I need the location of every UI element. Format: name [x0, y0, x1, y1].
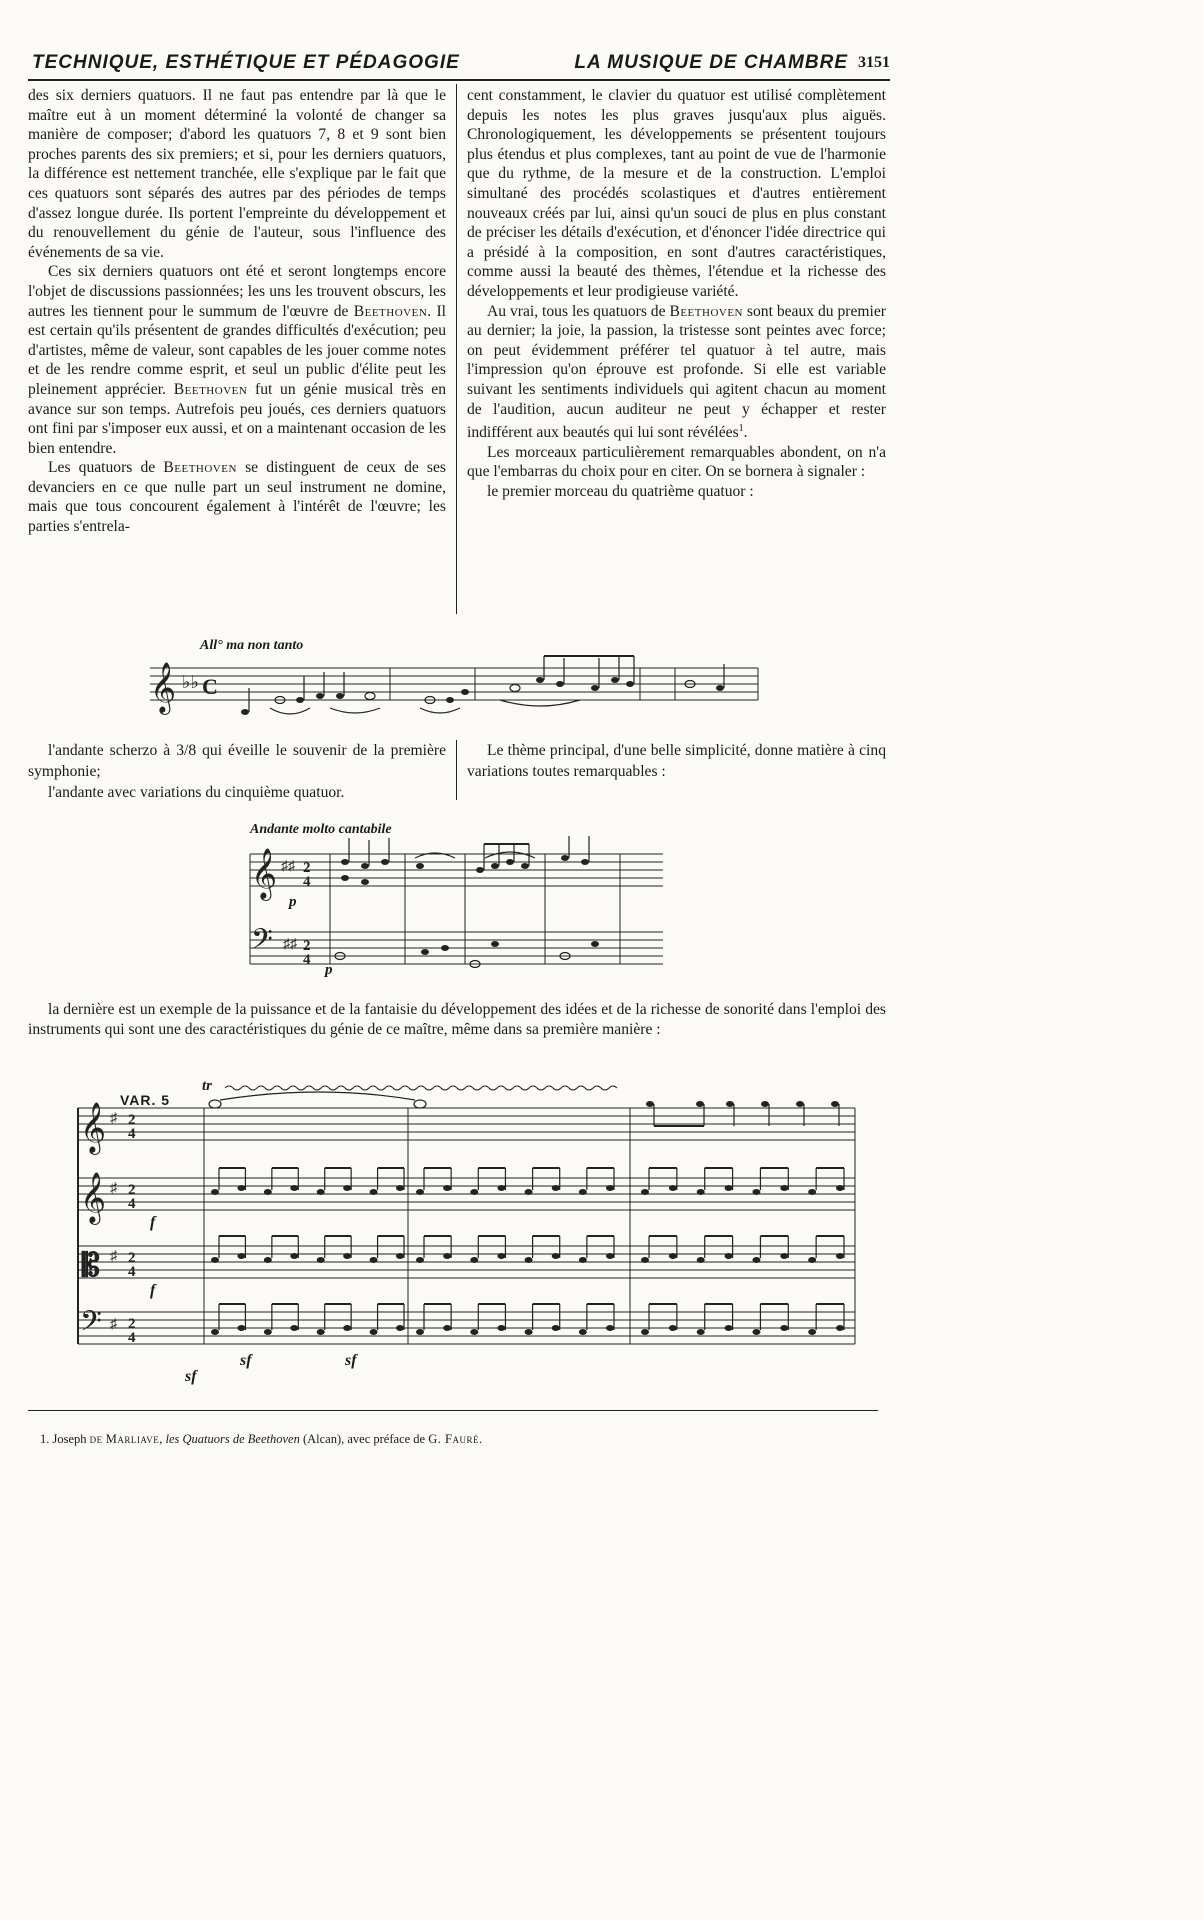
note-head [396, 1253, 404, 1259]
note-head [443, 1325, 451, 1331]
note-head [752, 1189, 760, 1195]
svg-text:𝄞: 𝄞 [150, 662, 177, 713]
note-head [497, 1185, 505, 1191]
note-head [237, 1325, 245, 1331]
note-head [343, 1185, 351, 1191]
left-column [28, 86, 446, 537]
svg-text:♯: ♯ [110, 1317, 117, 1332]
note-head [780, 1253, 788, 1259]
note-head [211, 1257, 219, 1263]
svg-text:𝄢: 𝄢 [80, 1307, 102, 1344]
note-head [808, 1329, 816, 1335]
left-paragraph-3: Les quatuors de Beethoven se distinguent de ceux de ses devanciers en ce que nulle part un seul instrument ne domine, mais que tous concourent également à l'intérêt de l'œuvre; les parties s'entrela- [28, 459, 446, 536]
svg-text:4: 4 [303, 952, 311, 968]
note-head [669, 1185, 677, 1191]
left-paragraph-1: des six derniers quatuors. Il ne faut pas entendre par là que le maître eut à un moment déterminé la volonté de changer sa manière de composer; d'abord les quatuors 7, 8 et 9 sont bien proches parents des six premiers; et si, pour les derniers quatuors, la différence est nettement tranchée, elle s'explique par le fait que ces quatuors sont séparés des autres par des périodes de temps d'assez longue durée. Ils portent l'empreinte du développement et du renouvellement du génie de l'auteur, sous l'influence des événements de sa vie. [28, 87, 446, 261]
note-head [552, 1325, 560, 1331]
note-head [396, 1325, 404, 1331]
note-head [211, 1189, 219, 1195]
header-left: TECHNIQUE, ESTHÉTIQUE ET PÉDAGOGIE [32, 52, 460, 73]
note-head [443, 1185, 451, 1191]
note-head [579, 1189, 587, 1195]
svg-text:𝄞: 𝄞 [80, 1103, 107, 1152]
svg-text:4: 4 [303, 874, 311, 890]
svg-text:𝄢: 𝄢 [251, 925, 273, 962]
dynamic-sf-2: sf [240, 1352, 252, 1369]
note-head [725, 1325, 733, 1331]
right-paragraph-1: cent constamment, le clavier du quatuor est utilisé complètement depuis les notes les plus graves jusqu'aux plus aiguës. Chronologiquement, les développements se présentent toujours plus étendus et plus complexes, tant au point de vue de l'harmonie que du rythme, de la mesure et de la construction. L'emploi simultané des procédés scolastiques et d'autres entièrement nouveaux créés par lui, ainsi qu'un souci de plus en plus constant de préciser les détails d'exécution, et d'énoncer l'idée directrice qui a présidé à la composition, en sont d'autres caractéristiques, comme aussi la beauté des thèmes, l'étendue et la richesse des développements et leur prodigieuse variété. [467, 87, 886, 300]
dynamic-f-violin2: f [150, 1214, 156, 1231]
note-head [290, 1185, 298, 1191]
note-head [697, 1189, 705, 1195]
note-head [470, 1189, 478, 1195]
svg-text:2: 2 [128, 1112, 136, 1128]
note-head [579, 1257, 587, 1263]
header-rule [28, 79, 890, 81]
music-example-1 [140, 638, 760, 728]
note-head [780, 1325, 788, 1331]
note-head [697, 1257, 705, 1263]
column-divider [456, 84, 457, 614]
svg-text:2: 2 [303, 860, 311, 876]
note-head [497, 1253, 505, 1259]
note-head [752, 1329, 760, 1335]
note-head [725, 1185, 733, 1191]
note-head [606, 1325, 614, 1331]
note-head [237, 1253, 245, 1259]
footnote: 1. Joseph de Marliave, les Quatuors de Beethoven (Alcan), avec préface de G. Fauré. [40, 1432, 483, 1446]
svg-text:♭♭: ♭♭ [182, 672, 199, 692]
note-head [370, 1257, 378, 1263]
note-head [343, 1325, 351, 1331]
note-head [780, 1185, 788, 1191]
note-head [525, 1189, 533, 1195]
note-head [317, 1257, 325, 1263]
right-paragraph-2: Au vrai, tous les quatuors de Beethoven sont beaux du premier au dernier; la joie, la passion, la tristesse sont peintes avec force; on peut évidemment préférer tel quatuor à tel autre, mais l'impression qu'on éprouve est profonde. Si elle est variable suivant les sentiments individuels qui agitent chacun au moment de l'audition, aucun auditeur ne peut y échapper et rester indifférent aux beautés qui lui sont révélées$^1$. [467, 302, 886, 442]
note-head [697, 1329, 705, 1335]
note-head [396, 1185, 404, 1191]
note-head [317, 1189, 325, 1195]
svg-text:♯: ♯ [110, 1249, 117, 1264]
grand-staff-2 [245, 822, 665, 982]
note-head [606, 1253, 614, 1259]
music-example-3 [70, 1078, 860, 1398]
dynamic-sf-1: sf [185, 1368, 197, 1385]
note-head [343, 1253, 351, 1259]
note-head [470, 1329, 478, 1335]
header-right: LA MUSIQUE DE CHAMBRE [574, 52, 848, 73]
svg-text:2: 2 [128, 1250, 136, 1266]
note-head [264, 1189, 272, 1195]
svg-text:♯♯: ♯♯ [283, 937, 297, 952]
svg-text:♯: ♯ [110, 1111, 117, 1126]
note-head [669, 1325, 677, 1331]
tempo-marking-2: Andante molto cantabile [250, 822, 392, 837]
note-head [808, 1189, 816, 1195]
music-example-2 [245, 822, 665, 982]
quartet-score [70, 1078, 860, 1398]
note-head [579, 1329, 587, 1335]
note-head [370, 1189, 378, 1195]
note-head [552, 1253, 560, 1259]
dynamic-f-viola: f [150, 1282, 156, 1299]
note-head [641, 1329, 649, 1335]
note-head [290, 1325, 298, 1331]
note-head [525, 1257, 533, 1263]
note-head [525, 1329, 533, 1335]
svg-text:𝄞: 𝄞 [251, 849, 278, 898]
mid-left-text: l'andante scherzo à 3/8 qui éveille le souvenir de la première symphonie; l'andante avec variations du cinquième quatuor. [28, 742, 446, 801]
svg-text:4: 4 [128, 1126, 136, 1142]
note-head [211, 1329, 219, 1335]
svg-text:𝄞: 𝄞 [80, 1173, 107, 1222]
note-head [552, 1185, 560, 1191]
right-paragraph-4: le premier morceau du quatrième quatuor : [487, 483, 754, 501]
dynamic-sf-3: sf [345, 1352, 357, 1369]
dynamic-p-treble: p [289, 894, 297, 910]
note-head [497, 1325, 505, 1331]
note-head [725, 1253, 733, 1259]
left-paragraph-2: Ces six derniers quatuors ont été et seront longtemps encore l'objet de discussions passionnées; les uns les trouvent obscurs, les autres les tiennent pour le summum de l'œuvre de Beethoven. Il est certain qu'ils présentent de grandes difficultés d'exécution; peu d'artistes, même de valeur, sont capables de les jouer comme notes et de les rendre comme esprit, et seul un public d'élite peut les pleinement apprécier. Beethoven fut un génie musical très en avance sur son temps. Autrefois peu joués, ces derniers quatuors ont fini par s'imposer eux aussi, et on a maintenant occasion de les bien entendre. [28, 263, 446, 457]
footnote-rule [28, 1410, 878, 1411]
note-head [416, 1257, 424, 1263]
svg-text:𝄡: 𝄡 [82, 1247, 100, 1283]
running-header [32, 52, 890, 78]
mid-right-text: Le thème principal, d'une belle simplicité, donne matière à cinq variations toutes remarquables : [467, 742, 886, 780]
svg-text:4: 4 [128, 1330, 136, 1346]
tempo-marking-1: All° ma non tanto [200, 638, 304, 653]
right-paragraph-3: Les morceaux particulièrement remarquables abondent, on n'a que l'embarras du choix pour en citer. On se bornera à signaler : [467, 443, 886, 481]
note-head [752, 1257, 760, 1263]
variation-label: VAR. 5 [120, 1092, 171, 1108]
page-number: 3151 [858, 54, 890, 71]
svg-text:♯: ♯ [110, 1181, 117, 1196]
staff-1 [140, 638, 760, 728]
right-column [467, 86, 886, 502]
note-head [836, 1325, 844, 1331]
full-width-paragraph: la dernière est un exemple de la puissance et de la fantaisie du développement des idées et de la richesse de sonorité dans l'emploi des instruments qui sont une des caractéristiques du génie de ce maître, même dans sa première manière : [28, 1001, 886, 1038]
note-head [641, 1189, 649, 1195]
note-head [416, 1189, 424, 1195]
note-head [470, 1257, 478, 1263]
note-head [669, 1253, 677, 1259]
svg-text:C: C [202, 674, 218, 699]
note-head [416, 1329, 424, 1335]
note-head [836, 1185, 844, 1191]
svg-text:2: 2 [303, 938, 311, 954]
note-head [641, 1257, 649, 1263]
mid-column-divider [456, 740, 457, 800]
svg-text:♯♯: ♯♯ [281, 859, 295, 874]
note-head [606, 1185, 614, 1191]
dynamic-p-bass: p [325, 962, 333, 978]
note-head [836, 1253, 844, 1259]
note-head [264, 1257, 272, 1263]
trill-mark: tr [202, 1078, 213, 1094]
svg-text:4: 4 [128, 1196, 136, 1212]
svg-text:4: 4 [128, 1264, 136, 1280]
svg-text:2: 2 [128, 1182, 136, 1198]
note-head [264, 1329, 272, 1335]
note-head [237, 1185, 245, 1191]
note-head [290, 1253, 298, 1259]
note-head [370, 1329, 378, 1335]
note-head [317, 1329, 325, 1335]
svg-text:2: 2 [128, 1316, 136, 1332]
note-head [443, 1253, 451, 1259]
note-head [808, 1257, 816, 1263]
